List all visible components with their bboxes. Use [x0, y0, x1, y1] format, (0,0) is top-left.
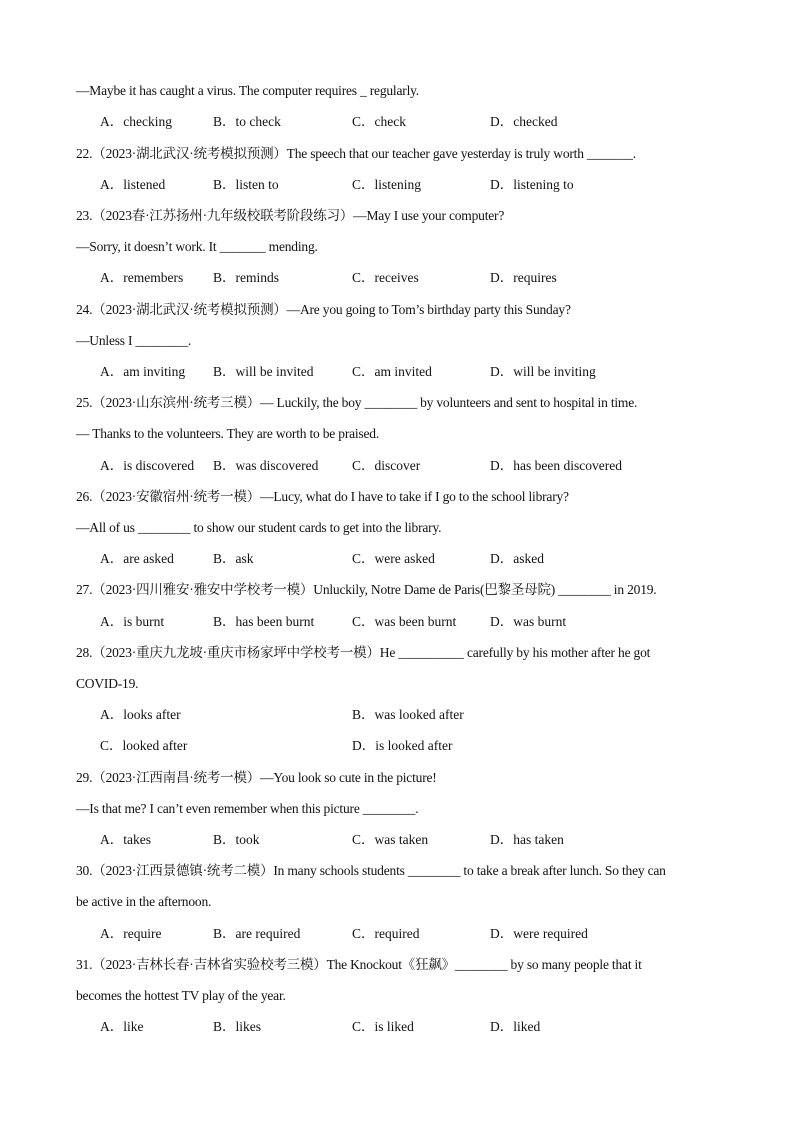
question-30-options: [0, 923, 794, 945]
question-24-text: 24.（2023·湖北武汉·统考模拟预测）—Are you going to Tom’s birthday party this Sunday?: [76, 302, 571, 317]
option-b: B．was looked after: [352, 707, 464, 722]
question-24-text-cont: —Unless I ________.: [76, 333, 192, 348]
option-a: A．checking: [100, 114, 172, 129]
option-d: D．has taken: [490, 832, 564, 847]
option-d: D．requires: [490, 270, 557, 285]
option-c: C．am invited: [352, 364, 432, 379]
option-d: D．were required: [490, 926, 588, 941]
option-d: D．is looked after: [352, 738, 453, 753]
question-29-text: 29.（2023·江西南昌·统考一模）—You look so cute in the picture!: [76, 770, 437, 785]
option-c: C．listening: [352, 177, 422, 192]
option-d: D．has been discovered: [490, 458, 622, 473]
option-a: A．am inviting: [100, 364, 186, 379]
question-28-text-cont: COVID-19.: [76, 676, 139, 691]
question-31-text-cont: becomes the hottest TV play of the year.: [76, 988, 286, 1003]
option-b: B．has been burnt: [213, 614, 315, 629]
option-c: C．discover: [352, 458, 421, 473]
option-d: D．liked: [490, 1019, 541, 1034]
option-c: C．receives: [352, 270, 419, 285]
option-a: A．is burnt: [100, 614, 165, 629]
option-b: B．will be invited: [213, 364, 314, 379]
question-28-text: 28.（2023·重庆九龙坡·重庆市杨家坪中学校考一模）He __________ carefully by his mother after he got: [76, 645, 651, 660]
question-25-text-cont: — Thanks to the volunteers. They are worth to be praised.: [76, 426, 380, 441]
option-a: A．like: [100, 1019, 144, 1034]
question-31-options: [0, 1016, 794, 1038]
option-b: B．was discovered: [213, 458, 319, 473]
option-a: A．is discovered: [100, 458, 195, 473]
question-22-options: [0, 174, 794, 196]
option-a: A．require: [100, 926, 162, 941]
question-28-options-row2: [0, 735, 794, 757]
option-b: B．reminds: [213, 270, 279, 285]
question-29-options: [0, 829, 794, 851]
option-c: C．were asked: [352, 551, 435, 566]
option-b: B．listen to: [213, 177, 279, 192]
question-30-text: 30.（2023·江西景德镇·统考二模）In many schools students ________ to take a break after lunch. So they can: [76, 863, 666, 878]
option-d: D．was burnt: [490, 614, 567, 629]
option-a: A．remembers: [100, 270, 184, 285]
question-25-options: [0, 455, 794, 477]
option-b: B．are required: [213, 926, 301, 941]
option-d: D．asked: [490, 551, 544, 566]
question-27-text: 27.（2023·四川雅安·雅安中学校考一模）Unluckily, Notre Dame de Paris(巴黎圣母院) ________ in 2019.: [76, 582, 657, 597]
option-b: B．to check: [213, 114, 281, 129]
question-29-text-cont: —Is that me? I can’t even remember when this picture ________.: [76, 801, 419, 816]
question-28-options-row1: [0, 704, 794, 726]
question-27-options: [0, 611, 794, 633]
option-c: C．required: [352, 926, 420, 941]
question-22-text: 22.（2023·湖北武汉·统考模拟预测）The speech that our teacher gave yesterday is truly worth _______.: [76, 146, 636, 161]
option-d: D．will be inviting: [490, 364, 596, 379]
option-c: C．check: [352, 114, 406, 129]
option-a: A．are asked: [100, 551, 174, 566]
question-31-text: 31.（2023·吉林长春·吉林省实验校考三模）The Knockout《狂飙》________ by so many people that it: [76, 957, 642, 972]
option-a: A．listened: [100, 177, 166, 192]
option-b: B．took: [213, 832, 260, 847]
option-c: C．is liked: [352, 1019, 414, 1034]
question-21-text: —Maybe it has caught a virus. The computer requires _ regularly.: [76, 83, 419, 98]
option-a: A．looks after: [100, 707, 181, 722]
option-d: D．checked: [490, 114, 558, 129]
option-c: C．was been burnt: [352, 614, 457, 629]
question-21-options: [0, 111, 794, 133]
option-b: B．ask: [213, 551, 254, 566]
question-26-options: [0, 548, 794, 570]
question-24-options: [0, 361, 794, 383]
question-26-text-cont: —All of us ________ to show our student cards to get into the library.: [76, 520, 442, 535]
question-30-text-cont: be active in the afternoon.: [76, 894, 212, 909]
question-26-text: 26.（2023·安徽宿州·统考一模）—Lucy, what do I have to take if I go to the school library?: [76, 489, 569, 504]
question-23-options: [0, 267, 794, 289]
option-c: C．was taken: [352, 832, 429, 847]
question-25-text: 25.（2023·山东滨州·统考三模）— Luckily, the boy ________ by volunteers and sent to hospital in time.: [76, 395, 638, 410]
option-c: C．looked after: [100, 738, 188, 753]
option-b: B．likes: [213, 1019, 262, 1034]
question-23-text: 23.（2023春·江苏扬州·九年级校联考阶段练习）—May I use your computer?: [76, 208, 505, 223]
question-23-text-cont: —Sorry, it doesn’t work. It _______ mending.: [76, 239, 318, 254]
option-a: A．takes: [100, 832, 151, 847]
option-d: D．listening to: [490, 177, 574, 192]
